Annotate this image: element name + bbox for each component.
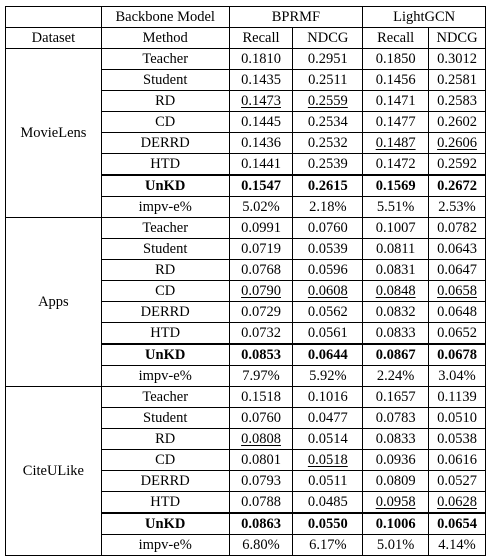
value-cell: [363, 239, 429, 260]
value-cell: [229, 197, 293, 218]
value-cell: [293, 408, 363, 429]
value-cell: [293, 197, 363, 218]
value-cell: [429, 112, 486, 133]
value-text: 0.0793: [241, 472, 281, 489]
results-table: [5, 6, 486, 556]
value-cell: [293, 260, 363, 281]
value-cell: [363, 513, 429, 535]
value-text: 0.0853: [241, 346, 281, 363]
value-text: 0.0788: [241, 493, 281, 510]
value-cell: [293, 218, 363, 239]
value-text: 0.0782: [437, 219, 477, 236]
value-cell: [229, 49, 293, 70]
method-cell: HTD: [101, 154, 229, 176]
value-text: 0.0654: [437, 515, 477, 532]
value-text: 0.2511: [308, 71, 348, 88]
value-cell: [363, 408, 429, 429]
value-cell: [229, 429, 293, 450]
value-cell: [429, 133, 486, 154]
value-cell: [429, 387, 486, 408]
method-cell: Teacher: [101, 49, 229, 70]
value-text: 0.0643: [437, 240, 477, 257]
value-text: 0.0647: [437, 261, 477, 278]
value-cell: [429, 408, 486, 429]
value-cell: [363, 387, 429, 408]
value-cell: [229, 281, 293, 302]
value-cell: [229, 450, 293, 471]
value-cell: [363, 492, 429, 514]
value-cell: [429, 323, 486, 345]
header-group-bprmf: BPRMF: [229, 7, 363, 28]
value-text: 0.0477: [307, 409, 348, 426]
value-cell: [429, 175, 486, 197]
header-bprmf-recall: Recall: [229, 28, 293, 49]
value-cell: [229, 471, 293, 492]
value-cell: [363, 197, 429, 218]
value-text: 0.0550: [307, 515, 348, 532]
value-cell: [429, 91, 486, 112]
value-text: 0.0863: [241, 515, 281, 532]
header-empty-cell: [6, 7, 102, 28]
value-text: 0.0527: [437, 472, 477, 489]
value-text: 0.3012: [437, 50, 477, 67]
value-text: 0.0811: [375, 240, 416, 257]
value-text: 0.0848: [375, 282, 416, 299]
value-text: 0.1810: [241, 50, 281, 67]
method-cell: impv-e%: [101, 366, 229, 387]
value-cell: [363, 281, 429, 302]
value-cell: [293, 175, 363, 197]
value-cell: [363, 49, 429, 70]
method-cell: CD: [101, 281, 229, 302]
value-cell: [429, 344, 486, 366]
value-text: 0.1657: [375, 388, 416, 405]
value-cell: [363, 366, 429, 387]
value-cell: [229, 492, 293, 514]
value-cell: [293, 49, 363, 70]
method-cell: HTD: [101, 492, 229, 514]
value-text: 0.1436: [241, 134, 281, 151]
value-cell: [429, 218, 486, 239]
value-text: 0.0561: [307, 324, 348, 341]
value-text: 5.02%: [242, 198, 280, 215]
value-cell: [229, 344, 293, 366]
value-text: 0.1850: [375, 50, 416, 67]
value-text: 0.0511: [308, 472, 348, 489]
value-text: 0.0801: [241, 451, 281, 468]
value-cell: [293, 112, 363, 133]
value-cell: [363, 302, 429, 323]
value-cell: [229, 154, 293, 176]
value-text: 0.0809: [375, 472, 416, 489]
value-cell: [363, 112, 429, 133]
value-cell: [293, 70, 363, 91]
value-text: 0.0596: [307, 261, 348, 278]
value-text: 0.0808: [241, 430, 281, 447]
value-cell: [293, 366, 363, 387]
dataset-name-cell: Apps: [6, 218, 102, 387]
value-text: 2.53%: [438, 198, 476, 215]
value-text: 3.04%: [438, 367, 476, 384]
value-text: 0.0991: [241, 219, 281, 236]
value-text: 0.1016: [307, 388, 348, 405]
value-cell: [293, 302, 363, 323]
value-text: 2.18%: [309, 198, 347, 215]
value-text: 0.1518: [241, 388, 281, 405]
value-text: 5.01%: [376, 536, 415, 553]
value-cell: [429, 302, 486, 323]
value-cell: [229, 175, 293, 197]
value-text: 6.80%: [242, 536, 280, 553]
method-cell: RD: [101, 429, 229, 450]
method-cell: UnKD: [101, 513, 229, 535]
method-cell: CD: [101, 112, 229, 133]
value-text: 0.0760: [241, 409, 281, 426]
value-text: 0.0538: [437, 430, 477, 447]
value-cell: [429, 70, 486, 91]
value-cell: [363, 260, 429, 281]
value-text: 0.0644: [307, 346, 348, 363]
method-cell: HTD: [101, 323, 229, 345]
results-table-body: [6, 7, 486, 556]
value-cell: [363, 535, 429, 556]
header-group-lightgcn: LightGCN: [363, 7, 486, 28]
dataset-name-cell: CiteULike: [6, 387, 102, 556]
method-cell: Student: [101, 239, 229, 260]
value-text: 0.0518: [307, 451, 348, 468]
value-text: 0.0833: [375, 430, 416, 447]
value-text: 0.1569: [375, 177, 416, 194]
value-cell: [229, 133, 293, 154]
value-cell: [229, 323, 293, 345]
value-text: 0.1471: [375, 92, 416, 109]
dataset-name-cell: MovieLens: [6, 49, 102, 218]
value-cell: [293, 323, 363, 345]
method-cell: impv-e%: [101, 535, 229, 556]
value-text: 0.2559: [307, 92, 348, 109]
method-cell: RD: [101, 260, 229, 281]
value-cell: [229, 408, 293, 429]
value-cell: [429, 281, 486, 302]
value-cell: [293, 133, 363, 154]
value-cell: [363, 218, 429, 239]
value-text: 0.0783: [375, 409, 416, 426]
value-text: 0.2606: [437, 134, 477, 151]
value-text: 0.1472: [375, 155, 416, 172]
value-text: 0.2592: [437, 155, 477, 172]
value-cell: [429, 492, 486, 514]
method-cell: Teacher: [101, 218, 229, 239]
value-text: 0.1456: [375, 71, 416, 88]
value-cell: [363, 133, 429, 154]
method-cell: Student: [101, 408, 229, 429]
value-text: 0.0831: [375, 261, 416, 278]
value-text: 5.51%: [376, 198, 415, 215]
value-cell: [293, 492, 363, 514]
value-cell: [429, 513, 486, 535]
value-text: 0.2615: [307, 177, 348, 194]
value-cell: [363, 323, 429, 345]
value-cell: [363, 471, 429, 492]
value-text: 6.17%: [309, 536, 347, 553]
value-text: 0.2672: [437, 177, 477, 194]
value-cell: [293, 450, 363, 471]
value-cell: [293, 471, 363, 492]
value-cell: [429, 535, 486, 556]
value-cell: [229, 239, 293, 260]
value-text: 5.92%: [309, 367, 347, 384]
value-text: 0.1487: [375, 134, 416, 151]
value-text: 0.0729: [241, 303, 281, 320]
value-cell: [293, 239, 363, 260]
header-lightgcn-recall: Recall: [363, 28, 429, 49]
value-cell: [293, 429, 363, 450]
method-cell: Student: [101, 70, 229, 91]
value-cell: [229, 535, 293, 556]
value-text: 0.2583: [437, 92, 477, 109]
value-text: 0.1007: [375, 219, 416, 236]
value-cell: [429, 471, 486, 492]
value-cell: [363, 344, 429, 366]
value-text: 0.0832: [375, 303, 416, 320]
value-text: 0.0958: [375, 493, 416, 510]
value-cell: [429, 450, 486, 471]
value-text: 0.0628: [437, 493, 477, 510]
value-cell: [429, 49, 486, 70]
value-text: 0.0514: [307, 430, 348, 447]
value-cell: [363, 175, 429, 197]
method-cell: UnKD: [101, 344, 229, 366]
value-cell: [229, 366, 293, 387]
value-text: 0.0658: [437, 282, 477, 299]
value-text: 0.0936: [375, 451, 416, 468]
value-cell: [429, 154, 486, 176]
method-cell: CD: [101, 450, 229, 471]
value-text: 0.0833: [375, 324, 416, 341]
header-method: Method: [101, 28, 229, 49]
value-text: 0.0790: [241, 282, 281, 299]
value-cell: [229, 302, 293, 323]
method-cell: UnKD: [101, 175, 229, 197]
value-cell: [229, 260, 293, 281]
value-cell: [429, 366, 486, 387]
value-text: 0.1473: [241, 92, 281, 109]
value-cell: [229, 70, 293, 91]
value-text: 4.14%: [438, 536, 476, 553]
method-cell: DERRD: [101, 133, 229, 154]
value-cell: [429, 429, 486, 450]
value-cell: [363, 429, 429, 450]
value-text: 0.1547: [241, 177, 281, 194]
value-text: 0.0867: [375, 346, 416, 363]
value-text: 0.2951: [307, 50, 348, 67]
value-cell: [293, 535, 363, 556]
value-text: 0.0768: [241, 261, 281, 278]
header-dataset: Dataset: [6, 28, 102, 49]
value-cell: [293, 91, 363, 112]
value-text: 0.2602: [437, 113, 477, 130]
value-text: 0.0719: [241, 240, 281, 257]
value-cell: [429, 239, 486, 260]
method-cell: DERRD: [101, 471, 229, 492]
value-text: 0.0732: [241, 324, 281, 341]
method-cell: impv-e%: [101, 197, 229, 218]
value-text: 0.1139: [437, 388, 477, 405]
value-text: 0.0652: [437, 324, 477, 341]
header-lightgcn-ndcg: NDCG: [429, 28, 486, 49]
value-cell: [229, 91, 293, 112]
value-text: 0.2532: [307, 134, 348, 151]
header-backbone-label: Backbone Model: [101, 7, 229, 28]
value-text: 0.0562: [307, 303, 348, 320]
value-cell: [293, 513, 363, 535]
value-cell: [429, 197, 486, 218]
value-text: 0.2539: [307, 155, 348, 172]
value-text: 0.1445: [241, 113, 281, 130]
value-text: 0.0510: [437, 409, 477, 426]
value-cell: [363, 70, 429, 91]
table-row: [6, 218, 486, 239]
value-text: 0.0648: [437, 303, 477, 320]
value-text: 0.2581: [437, 71, 477, 88]
value-cell: [363, 154, 429, 176]
value-text: 0.0485: [307, 493, 348, 510]
value-cell: [429, 260, 486, 281]
value-cell: [293, 344, 363, 366]
value-cell: [229, 218, 293, 239]
value-cell: [293, 387, 363, 408]
header-bprmf-ndcg: NDCG: [293, 28, 363, 49]
value-cell: [229, 387, 293, 408]
value-cell: [229, 112, 293, 133]
value-text: 0.1435: [241, 71, 281, 88]
method-cell: RD: [101, 91, 229, 112]
value-text: 0.1477: [375, 113, 416, 130]
value-text: 7.97%: [242, 367, 280, 384]
header-row-1: [6, 7, 486, 28]
value-text: 0.0616: [437, 451, 477, 468]
value-text: 0.2534: [307, 113, 348, 130]
value-text: 0.0539: [307, 240, 348, 257]
method-cell: DERRD: [101, 302, 229, 323]
value-cell: [293, 154, 363, 176]
method-cell: Teacher: [101, 387, 229, 408]
value-cell: [363, 91, 429, 112]
value-text: 2.24%: [376, 367, 415, 384]
table-row: [6, 387, 486, 408]
value-cell: [363, 450, 429, 471]
value-text: 0.0678: [437, 346, 477, 363]
value-cell: [293, 281, 363, 302]
table-row: [6, 49, 486, 70]
value-text: 0.1006: [375, 515, 416, 532]
value-text: 0.0760: [307, 219, 348, 236]
header-row-2: [6, 28, 486, 49]
value-text: 0.0608: [307, 282, 348, 299]
value-cell: [229, 513, 293, 535]
value-text: 0.1441: [241, 155, 281, 172]
